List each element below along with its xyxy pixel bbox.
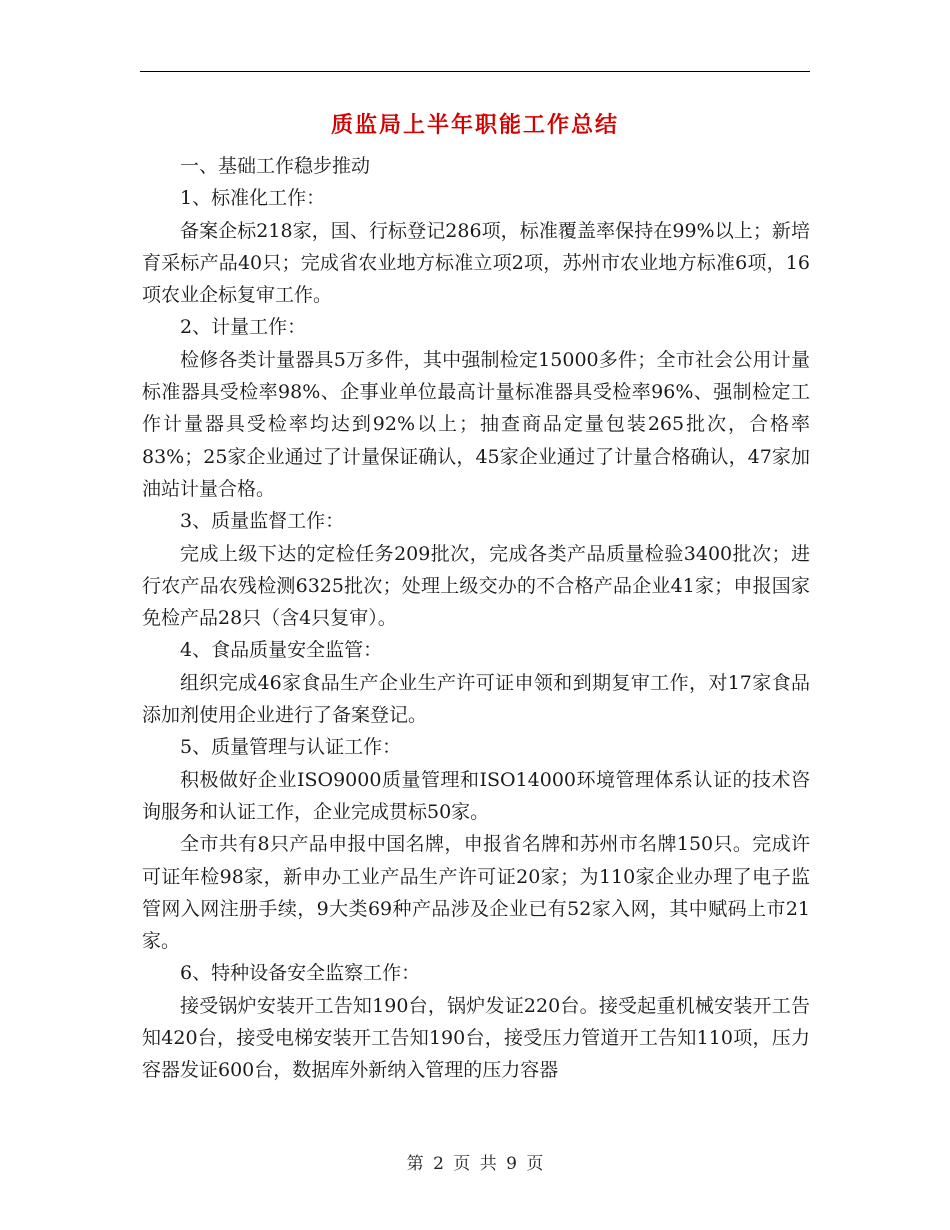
total-label: 共 bbox=[479, 1154, 497, 1174]
subsection-heading: 3、质量监督工作： bbox=[180, 510, 345, 533]
section-heading: 一、基础工作稳步推动 bbox=[180, 155, 371, 177]
subsection-heading: 1、标准化工作： bbox=[180, 187, 326, 210]
subsection-heading: 5、质量管理与认证工作： bbox=[180, 736, 402, 759]
subsection-heading: 4、食品质量安全监管： bbox=[180, 639, 383, 662]
header-rule bbox=[140, 71, 810, 72]
page-total: 9 bbox=[506, 1154, 517, 1174]
body-paragraph: 全市共有8只产品申报中国名牌，申报省名牌和苏州市名牌150只。完成许可证年检98家，新申办工业产品生产许可证20家；为110家企业办理了电子监管网入网注册手续，9大类69种产品涉及企业已有52家入网，其中赋码上市21家。 bbox=[142, 833, 810, 953]
document-body bbox=[142, 150, 810, 1087]
body-paragraph: 接受锅炉安装开工告知190台，锅炉发证220台。接受起重机械安装开工告知420台，接受电梯安装开工告知190台，接受压力管道开工告知110项，压力容器发证600台，数据库外新纳入管理的压力容器 bbox=[142, 994, 810, 1082]
subsection-heading: 6、特种设备安全监察工作： bbox=[180, 962, 421, 985]
document-title: 质监局上半年职能工作总结 bbox=[330, 112, 619, 138]
body-paragraph: 检修各类计量器具5万多件，其中强制检定15000多件；全市社会公用计量标准器具受检率98%、企事业单位最高计量标准器具受检率96%、强制检定工作计量器具受检率均达到92%以上；抽查商品定量包装265批次，合格率83%；25家企业通过了计量保证确认，45家企业通过了计量合格确认，47家加油站计量合格。 bbox=[142, 348, 810, 500]
body-paragraph: 积极做好企业ISO9000质量管理和ISO14000环境管理体系认证的技术咨询服务和认证工作，企业完成贯标50家。 bbox=[142, 768, 810, 823]
page-number: 2 bbox=[433, 1154, 444, 1174]
page-unit: 页 bbox=[453, 1154, 471, 1174]
total-unit: 页 bbox=[526, 1154, 544, 1174]
body-paragraph: 备案企标218家，国、行标登记286项，标准覆盖率保持在99%以上；新培育采标产品40只；完成省农业地方标准立项2项，苏州市农业地方标准6项，16项农业企标复审工作。 bbox=[142, 219, 810, 307]
page-label: 第 bbox=[406, 1154, 424, 1174]
subsection-heading: 2、计量工作： bbox=[180, 316, 307, 339]
page-footer bbox=[0, 1152, 950, 1176]
body-paragraph: 组织完成46家食品生产企业生产许可证申领和到期复审工作，对17家食品添加剂使用企业进行了备案登记。 bbox=[142, 671, 810, 727]
body-paragraph: 完成上级下达的定检任务209批次，完成各类产品质量检验3400批次；进行农产品农残检测6325批次；处理上级交办的不合格产品企业41家；申报国家免检产品28只（含4只复审）。 bbox=[142, 542, 810, 630]
